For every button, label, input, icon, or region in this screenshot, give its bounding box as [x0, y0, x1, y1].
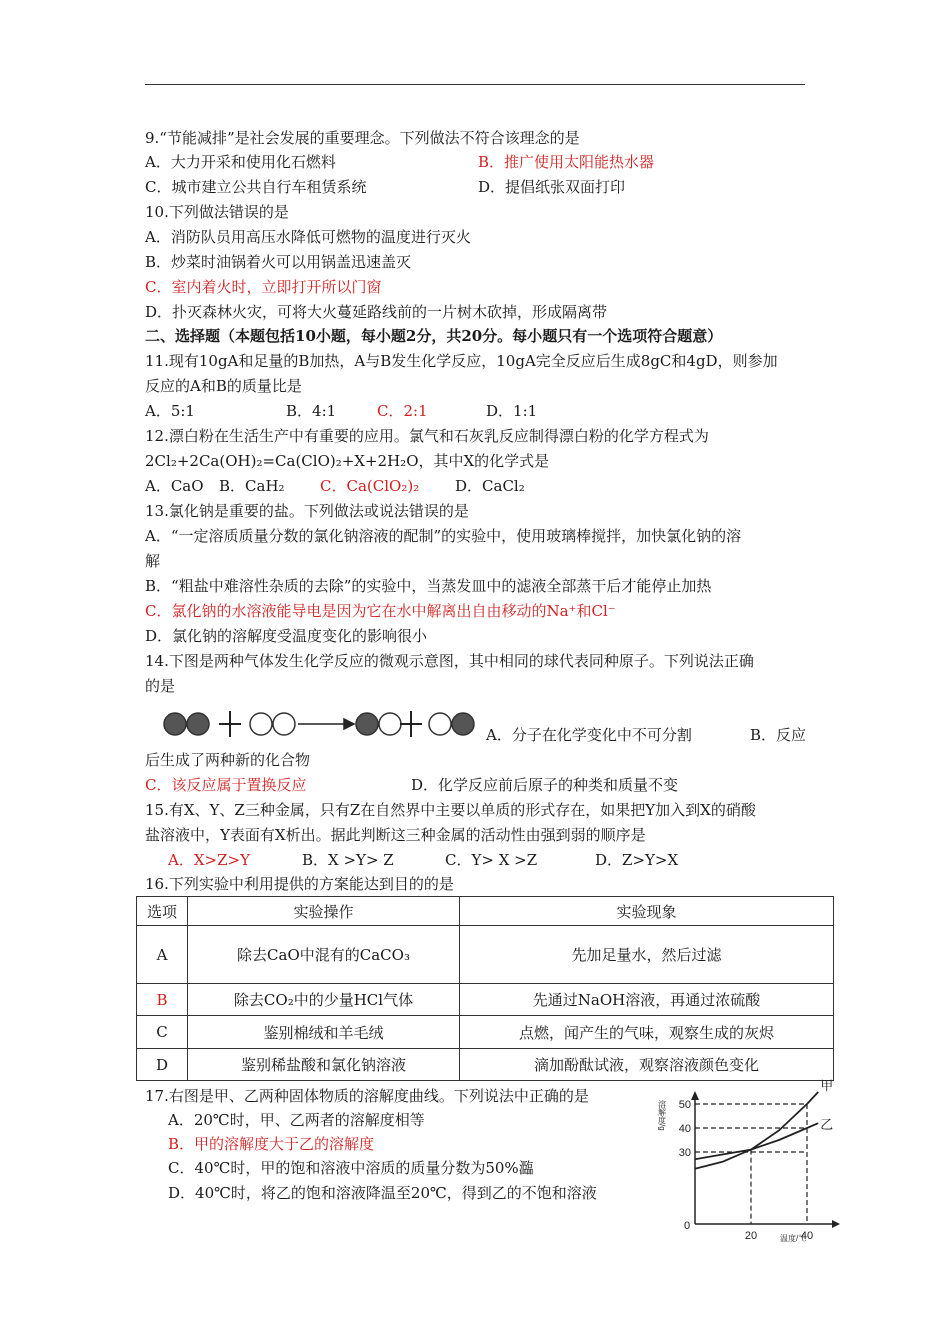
header-rule	[145, 84, 805, 85]
q17-option-c: C．40℃时，甲的饱和溶液中溶质的质量分数为50%瀶	[168, 1159, 534, 1177]
q12-line1: 12.漂白粉在生活生产中有重要的应用。氯气和石灰乳反应制得漂白粉的化学方程式为	[145, 427, 709, 445]
q15-option-d: D．Z>Y>X	[595, 851, 679, 869]
table-cell: D	[137, 1049, 188, 1081]
q16-stem: 16.下列实验中利用提供的方案能达到目的的是	[145, 875, 454, 893]
y-tick-label: 50	[678, 1099, 691, 1111]
q14-option-d: D．化学反应前后原子的种类和质量不变	[411, 776, 679, 794]
table-cell: 鉴别棉绒和羊毛绒	[188, 1016, 460, 1049]
q14-option-c: C．该反应属于置换反应	[145, 776, 307, 794]
x-tick-label: 20	[744, 1230, 758, 1242]
reactant-molecule-dark	[164, 713, 209, 735]
product-molecule-1	[356, 713, 401, 735]
table-cell: C	[137, 1016, 188, 1049]
q17-option-b: B．甲的溶解度大于乙的溶解度	[168, 1135, 375, 1153]
y-axis-label: 溶解度/g	[657, 1100, 667, 1131]
table-cell: A	[137, 926, 188, 984]
q12-option-a: A．CaO	[145, 477, 204, 495]
q14-option-a: A．分子在化学变化中不可分割	[486, 726, 692, 744]
q9-option-d: D．提倡纸张双面打印	[478, 178, 626, 196]
q12-option-b: B．CaH₂	[219, 477, 285, 495]
table-row	[137, 926, 834, 984]
table-cell: B	[137, 984, 188, 1016]
q11-line1: 11.现有10gA和足量的B加热，A与B发生化学反应，10gA完全反应后生成8gC和4gD，则参加	[145, 352, 778, 370]
q14-line1: 14.下图是两种气体发生化学反应的微观示意图，其中相同的球代表同种原子。下列说法正确	[145, 652, 754, 670]
q9-stem: 9.“节能减排”是社会发展的重要理念。下列做法不符合该理念的是	[145, 129, 580, 147]
table-row	[137, 1049, 834, 1081]
q10-option-c: C．室内着火时，立即打开所以门窗	[145, 278, 382, 296]
q9-option-a: A．大力开采和使用化石燃料	[145, 153, 336, 171]
q17-option-d: D．40℃时，将乙的饱和溶液降温至20℃，得到乙的不饱和溶液	[168, 1184, 597, 1202]
reaction-arrow	[298, 719, 354, 729]
table-header-row	[137, 897, 834, 926]
q11-option-a: A．5:1	[145, 402, 195, 420]
section-heading: 二、选择题（本题包括10小题，每小题2分，共20分。每小题只有一个选项符合题意）	[145, 327, 723, 345]
q15-option-b: B．X >Y> Z	[302, 851, 394, 869]
table-cell: 除去CaO中混有的CaCO₃	[188, 926, 460, 984]
q13-option-b: B．“粗盐中难溶性杂质的去除”的实验中，当蒸发皿中的滤液全部蒸干后才能停止加热	[145, 577, 712, 595]
q14-option-b-part2: 后生成了两种新的化合物	[145, 751, 311, 769]
x-axis-label: 温度/℃	[780, 1234, 807, 1243]
reactant-molecule-light	[250, 713, 295, 735]
q15-line2: 盐溶液中，Y表面有X析出。据此判断这三种金属的活动性由强到弱的顺序是	[145, 826, 646, 844]
table-row	[137, 1016, 834, 1049]
q9-option-c: C．城市建立公共自行车租赁系统	[145, 178, 367, 196]
table-cell: 除去CO₂中的少量HCl气体	[188, 984, 460, 1016]
q14-option-b-part1: B．反应	[750, 726, 807, 744]
table-cell: 先加足量水，然后过滤	[460, 926, 834, 984]
q13-option-d: D．氯化钠的溶解度受温度变化的影响很小	[145, 627, 428, 645]
q11-line2: 反应的A和B的质量比是	[145, 377, 302, 395]
plus-sign-2	[400, 711, 422, 737]
product-molecule-2	[429, 713, 474, 735]
solubility-chart	[657, 1078, 840, 1248]
series-label: 乙	[820, 1117, 834, 1133]
series-label: 甲	[820, 1078, 834, 1093]
q12-line2: 2Cl₂+2Ca(OH)₂=Ca(ClO)₂+X+2H₂O，其中X的化学式是	[145, 452, 550, 470]
q9-option-b: B．推广使用太阳能热水器	[478, 153, 655, 171]
q12-option-d: D．CaCl₂	[455, 477, 525, 495]
table-row	[137, 984, 834, 1016]
table-cell: 点燃，闻产生的气味，观察生成的灰烬	[460, 1016, 834, 1049]
x-tick-label: 40	[800, 1230, 814, 1242]
q10-option-a: A．消防队员用高压水降低可燃物的温度进行灭火	[145, 228, 471, 246]
table-cell: 鉴别稀盐酸和氯化钠溶液	[188, 1049, 460, 1081]
q10-stem: 10.下列做法错误的是	[145, 203, 289, 221]
q16-table	[136, 896, 834, 1081]
q15-option-a: A．X>Z>Y	[168, 851, 250, 869]
y-tick-label: 30	[678, 1147, 691, 1159]
q13-stem: 13.氯化钠是重要的盐。下列做法或说法错误的是	[145, 502, 469, 520]
q17-option-a: A．20℃时，甲、乙两者的溶解度相等	[168, 1111, 425, 1129]
q12-option-c: C．Ca(ClO₂)₂	[320, 477, 420, 495]
y-tick-label: 40	[678, 1123, 691, 1135]
table-cell: 滴加酚酞试液，观察溶液颜色变化	[460, 1049, 834, 1081]
q10-option-d: D．扑灭森林火灾，可将大火蔓延路线前的一片树木砍掉，形成隔离带	[145, 303, 608, 321]
header-cell: 实验操作	[188, 897, 460, 926]
plus-sign-1	[219, 711, 241, 737]
q11-option-b: B．4:1	[286, 402, 337, 420]
q13-option-a-line1: A．“一定溶质质量分数的氯化钠溶液的配制”的实验中，使用玻璃棒搅拌，加快氯化钠的溶	[145, 527, 742, 545]
q13-option-a-line2: 解	[145, 552, 161, 570]
q14-line2: 的是	[145, 677, 176, 695]
table-cell: 先通过NaOH溶液，再通过浓硫酸	[460, 984, 834, 1016]
q11-option-c: C．2:1	[377, 402, 428, 420]
q13-option-c: C．氯化钠的水溶液能导电是因为它在水中解离出自由移动的Na⁺和Cl⁻	[145, 602, 616, 620]
q11-option-d: D．1:1	[486, 402, 538, 420]
q10-option-b: B．炒菜时油锅着火可以用锅盖迅速盖灭	[145, 253, 412, 271]
q17-stem: 17.右图是甲、乙两种固体物质的溶解度曲线。下列说法中正确的是	[145, 1087, 589, 1105]
q15-option-c: C．Y> X >Z	[445, 851, 538, 869]
reaction-diagram	[160, 704, 480, 744]
header-cell: 选项	[137, 897, 188, 926]
origin-label: 0	[684, 1220, 691, 1232]
header-cell: 实验现象	[460, 897, 834, 926]
q15-line1: 15.有X、Y、Z三种金属，只有Z在自然界中主要以单质的形式存在，如果把Y加入到X的硝酸	[145, 801, 756, 819]
